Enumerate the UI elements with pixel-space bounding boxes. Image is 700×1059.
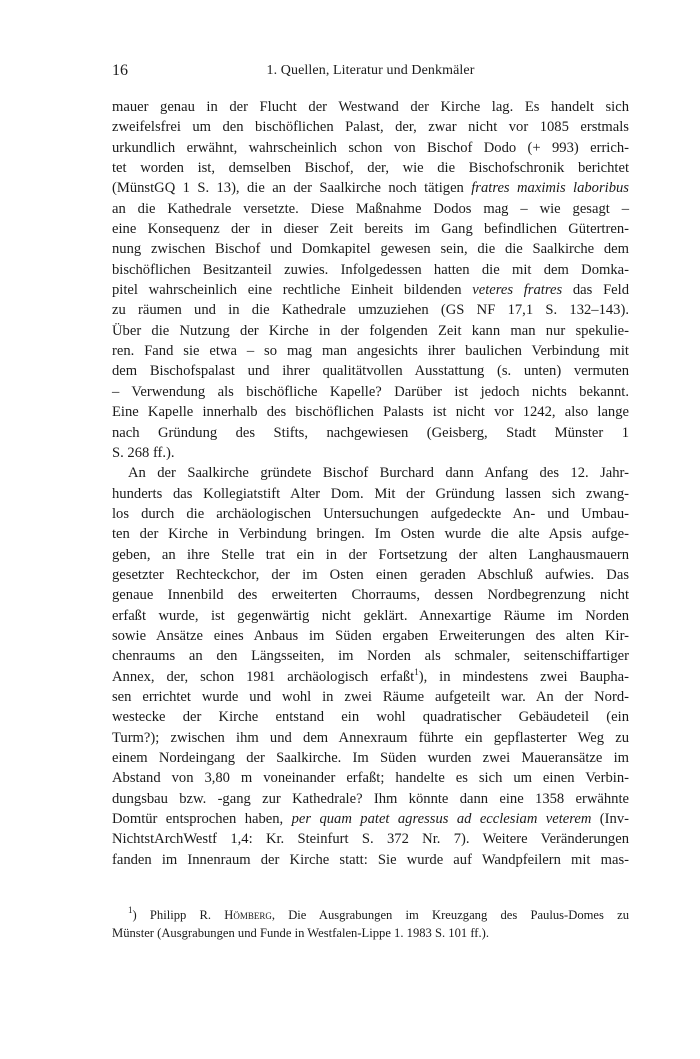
page-header	[112, 62, 629, 84]
text-line: sen errichtet wurde und wohl in zwei Räume aufgeteilt war. An der Nord-	[112, 688, 629, 705]
latin-phrase: fratres maximis laboribus	[471, 180, 629, 197]
text-segment: das Feld	[562, 282, 630, 299]
text-line: nach Gründung des Stifts, nachgewiesen (Geisberg, Stadt Münster 1	[112, 424, 629, 441]
text-segment: pitel wahrscheinlich eine rechtliche Einheit bildenden	[112, 282, 473, 299]
text-line: erfaßt wurde, ist gegenwärtig nicht geklärt. Annexartige Räume im Norden	[112, 607, 629, 624]
text-segment: Domtür entsprochen haben,	[112, 811, 292, 828]
footnote-line: Münster (Ausgrabungen und Funde in Westfalen-Lippe 1. 1983 S. 101 ff.).	[112, 926, 489, 940]
text-line: eine Konsequenz der in dieser Zeit bereits im Gang befindlichen Gütertren-	[112, 221, 629, 238]
text-line: Abstand von 3,80 m voneinander erfaßt; handelte es sich um einen Verbin-	[112, 770, 629, 787]
text-line: S. 268 ff.).	[112, 444, 175, 461]
text-line: nung zwischen Bischof und Domkapitel gewesen sein, die die Saalkirche dem	[112, 241, 629, 258]
footnote-line	[112, 906, 629, 924]
text-line: westecke der Kirche entstand ein wohl quadratischer Gebäudeteil (ein	[112, 709, 629, 726]
footnote-author: Hömberg	[224, 908, 272, 922]
text-line: genaue Innenbild des erweiterten Chorraums, dessen Nordbegrenzung nicht	[112, 587, 629, 604]
text-line: gesetzter Rechteckchor, der im Osten einen geraden Abschluß aufwies. Das	[112, 566, 629, 583]
footnote-marker: 1	[128, 905, 133, 915]
text-line: chenraums an den Längsseiten, im Norden als schmaler, seitenschiffartiger	[112, 648, 629, 665]
text-line: dem Bischofspalast und ihrer qualitätvollen Ausstattung (s. unten) vermuten	[112, 363, 629, 380]
text-line: ten der Kirche in Verbindung bringen. Im Osten wurde die alte Apsis aufge-	[112, 526, 629, 543]
text-line: an die Kathedrale versetzte. Diese Maßnahme Dodos mag – wie gesagt –	[112, 200, 629, 217]
text-line: NichtstArchWestf 1,4: Kr. Steinfurt S. 372 Nr. 7). Weitere Veränderungen	[112, 831, 629, 848]
text-line: einem Nordeingang der Saalkirche. Im Süden wurden zwei Maueransätze im	[112, 750, 629, 766]
text-line: – Verwendung als bischöfliche Kapelle? Darüber ist jedoch nichts bekannt.	[112, 383, 629, 400]
text-line	[112, 667, 629, 687]
text-line: Eine Kapelle innerhalb des bischöflichen Palasts ist nicht vor 1242, also lange	[112, 404, 629, 421]
text-segment: ), in mindestens zwei Baupha-	[418, 668, 629, 685]
latin-phrase: per quam patet agressus ad ecclesiam veterem	[291, 811, 592, 828]
running-head: 1. Quellen, Literatur und Denkmäler	[266, 63, 475, 78]
text-line: fanden im Innenraum der Kirche statt: Sie wurde auf Wandpfeilern mit mas-	[112, 851, 629, 868]
text-line: ren. Fand sie etwa – so mag man angesichts ihrer baulichen Verbindung mit	[112, 343, 629, 360]
text-line	[112, 178, 629, 198]
text-line: An der Saalkirche gründete Bischof Burchard dann Anfang des 12. Jahr-	[128, 465, 629, 482]
text-line: bischöflichen Besitzanteil zuwies. Infolgedessen hatten die mit dem Domka-	[112, 261, 629, 278]
text-line: los durch die archäologischen Untersuchungen aufgedeckte An- und Umbau-	[112, 505, 629, 522]
text-line	[112, 809, 629, 829]
text-line: dungsbau bzw. -gang zur Kathedrale? Ihm könnte dann eine 1358 erwähnte	[112, 790, 629, 807]
text-line: hunderts das Kollegiatstift Alter Dom. Mit der Gründung lassen sich zwang-	[112, 485, 629, 502]
text-line: Turm?); zwischen ihm und dem Annexraum führte ein gepflasterter Weg zu	[112, 729, 629, 746]
text-segment: ) Philipp R.	[132, 908, 225, 922]
latin-phrase: veteres fratres	[472, 282, 563, 299]
body-text	[112, 97, 629, 870]
text-line: Über die Nutzung der Kirche in der folgenden Zeit kann man nur spekulie-	[112, 322, 629, 339]
text-segment: , Die Ausgrabungen im Kreuzgang des Paulus-Domes zu	[271, 908, 629, 922]
footnote-ref[interactable]: 1	[414, 666, 419, 677]
text-line: zu räumen und in die Kathedrale umzuziehen (GS NF 17,1 S. 132–143).	[112, 302, 629, 319]
page-number: 16	[112, 62, 128, 79]
text-line: tet worden ist, demselben Bischof, der, wie die Bischofschronik berichtet	[112, 160, 629, 177]
text-line: zweifelsfrei um den bischöflichen Palast, der, zwar nicht vor 1085 erstmals	[112, 119, 629, 136]
text-line: urkundlich erwähnt, wahrscheinlich schon von Bischof Dodo (+ 993) errich-	[112, 139, 629, 156]
text-line: geben, an ihre Stelle trat ein in der Fortsetzung der alten Langhausmauern	[112, 546, 629, 563]
text-segment: (Inv-	[591, 811, 629, 828]
footnote	[112, 906, 629, 942]
text-segment: Annex, der, schon 1981 archäologisch erfaßt	[112, 668, 415, 685]
text-line: sowie Ansätze eines Anbaus im Süden ergaben Erweiterungen des alten Kir-	[112, 627, 629, 644]
text-line: mauer genau in der Flucht der Westwand der Kirche lag. Es handelt sich	[112, 99, 629, 115]
text-line	[112, 280, 629, 300]
text-segment: (MünstGQ 1 S. 13), die an der Saalkirche noch tätigen	[112, 180, 472, 197]
